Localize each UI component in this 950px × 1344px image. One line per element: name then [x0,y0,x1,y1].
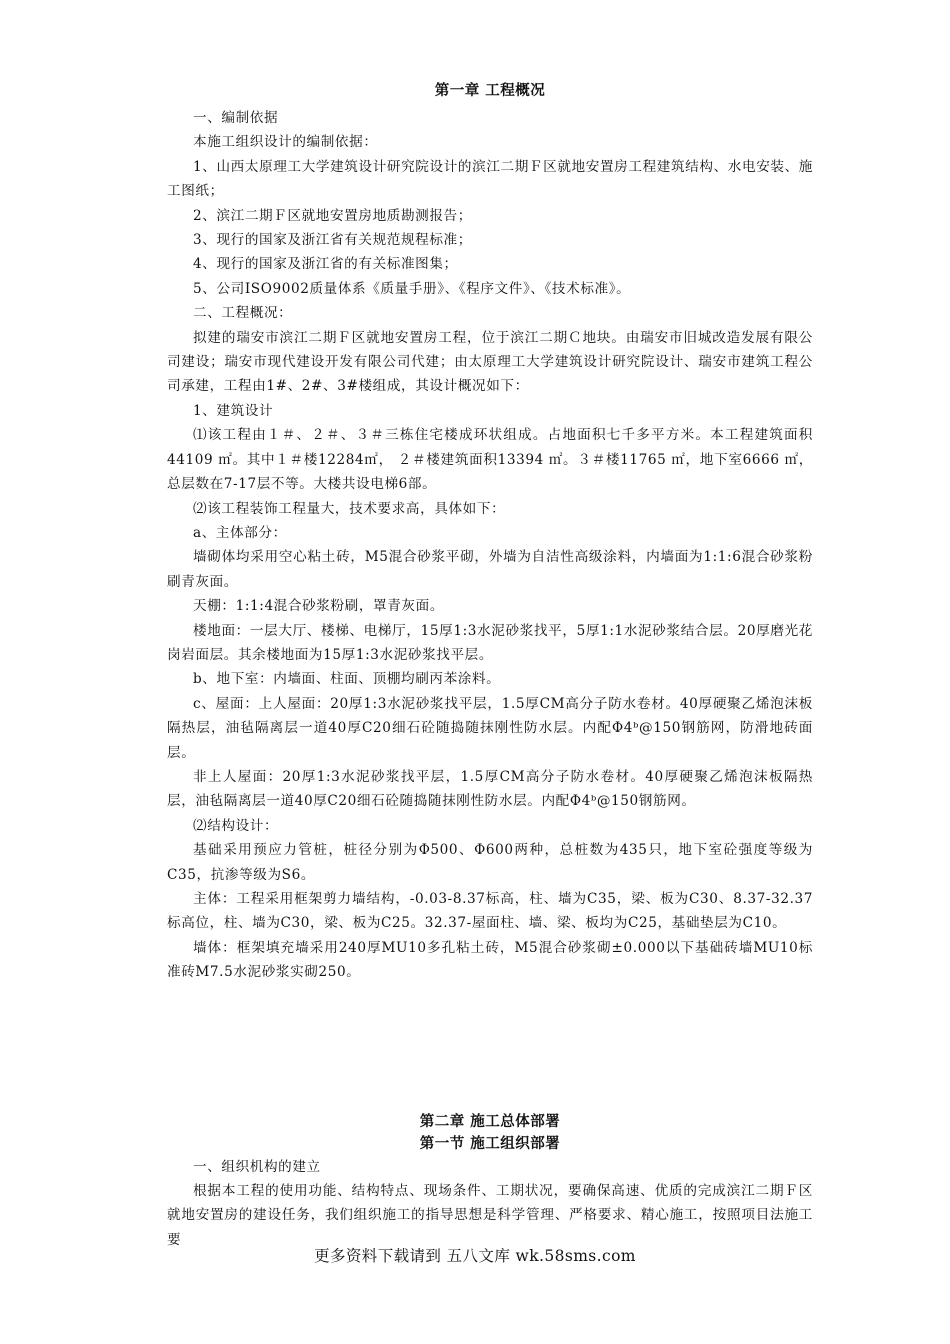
document-body [167,80,813,1252]
chapter-2-text [167,1155,813,1253]
chapter-2-title: 第二章 施工总体部署 [419,1113,561,1130]
paragraph: 基础采用预应力管桩，桩径分别为Φ500、Φ600两种，总桩数为435只，地下室砼强度等级为C35，抗渗等级为S6。 [167,842,813,883]
paragraph: 拟建的瑞安市滨江二期Ｆ区就地安置房工程，位于滨江二期Ｃ地块。由瑞安市旧城改造发展有限公司建设；瑞安市现代建设开发有限公司代建；由太原理工大学建筑设计研究院设计、瑞安市建筑工程公司承建，工程由1#、2#、3#楼组成，其设计概况如下： [167,329,813,395]
paragraph: 二、工程概况： [193,305,293,322]
paragraph: 根据本工程的使用功能、结构特点、现场条件、工期状况，要确保高速、优质的完成滨江二期Ｆ区就地安置房的建设任务，我们组织施工的指导思想是科学管理、严格要求、精心施工，按照项目法施工要 [167,1183,813,1248]
chapter-1-title: 第一章 工程概况 [434,83,546,99]
paragraph: 墙砌体均采用空心粘土砖，M5混合砂浆平砌，外墙为自洁性高级涂料，内墙面为1:1:6混合砂浆粉刷青灰面。 [167,549,813,590]
paragraph: 墙体：框架填充墙采用240厚MU10多孔粘土砖，M5混合砂浆砌±0.000以下基础砖墙MU10标准砖M7.5水泥砂浆实砌250。 [167,939,813,981]
paragraph: 一、组织机构的建立 [193,1158,321,1175]
section-1-title: 第一节 施工组织部署 [419,1135,561,1152]
paragraph: b、地下室：内墙面、柱面、顶棚均刷丙苯涂料。 [193,671,501,688]
paragraph: a、主体部分： [193,524,287,541]
paragraph: 本施工组织设计的编制依据： [193,134,378,151]
paragraph: 一、编制依据 [193,110,279,126]
paragraph: 非上人屋面：20厚1:3水泥砂浆找平层，1.5厚CM高分子防水卷材。40厚硬聚乙烯泡沫板隔热层，油毡隔离层一道40厚C20细石砼随捣随抹刚性防水层。内配Φ4ᵇ@150钢筋网。 [167,768,813,810]
paragraph: ⑴该工程由１＃、２＃、３＃三栋住宅楼成环状组成。占地面积七千多平方米。本工程建筑面积44109 ㎡。其中１＃楼12284㎡， ２＃楼建筑面积13394 ㎡。３＃楼11765 ㎡，地下室6666 ㎡，总层数在7-17层不等。大楼共设电梯6部。 [167,427,813,493]
paragraph: 3、现行的国家及浙江省有关规范规程标准； [193,232,472,249]
paragraph: 主体：工程采用框架剪力墙结构，-0.03-8.37标高，柱、墙为C35，梁、板为C30、8.37-32.37标高位，柱、墙为C30，梁、板为C25。32.37-屋面柱、墙、梁、板均为C25，基础垫层为C10。 [167,891,813,932]
paragraph: 4、现行的国家及浙江省的有关标准图集； [193,256,458,273]
paragraph: 2、滨江二期Ｆ区就地安置房地质勘测报告； [193,207,472,224]
paragraph: ⑵该工程装饰工程量大，技术要求高，具体如下： [193,500,506,517]
paragraph: 1、建筑设计 [193,402,274,419]
paragraph: c、屋面：上人屋面：20厚1:3水泥砂浆找平层，1.5厚CM高分子防水卷材。40厚硬聚乙烯泡沫板隔热层，油毡隔离层一道40厚C20细石砼随捣随抹刚性防水层。内配Φ4ᵇ@150钢筋网，防滑地砖面层。 [167,695,813,761]
paragraph: 5、公司ISO9002质量体系《质量手册》、《程序文件》、《技术标准》。 [193,280,631,297]
paragraph: 天棚：1:1:4混合砂浆粉刷，罩青灰面。 [193,598,445,615]
paragraph: 1、山西太原理工大学建筑设计研究院设计的滨江二期Ｆ区就地安置房工程建筑结构、水电安装、施工图纸； [167,158,813,200]
chapter-1-text [167,106,813,985]
paragraph: ⑵结构设计： [193,817,279,834]
paragraph: 楼地面：一层大厅、楼梯、电梯厅，15厚1:3水泥砂浆找平，5厚1:1水泥砂浆结合层。20厚磨光花岗岩面层。其余楼地面为15厚1:3水泥砂浆找平层。 [167,622,813,663]
footer-watermark: 更多资料下载请到 五八文库 wk.58sms.com [314,1247,636,1265]
